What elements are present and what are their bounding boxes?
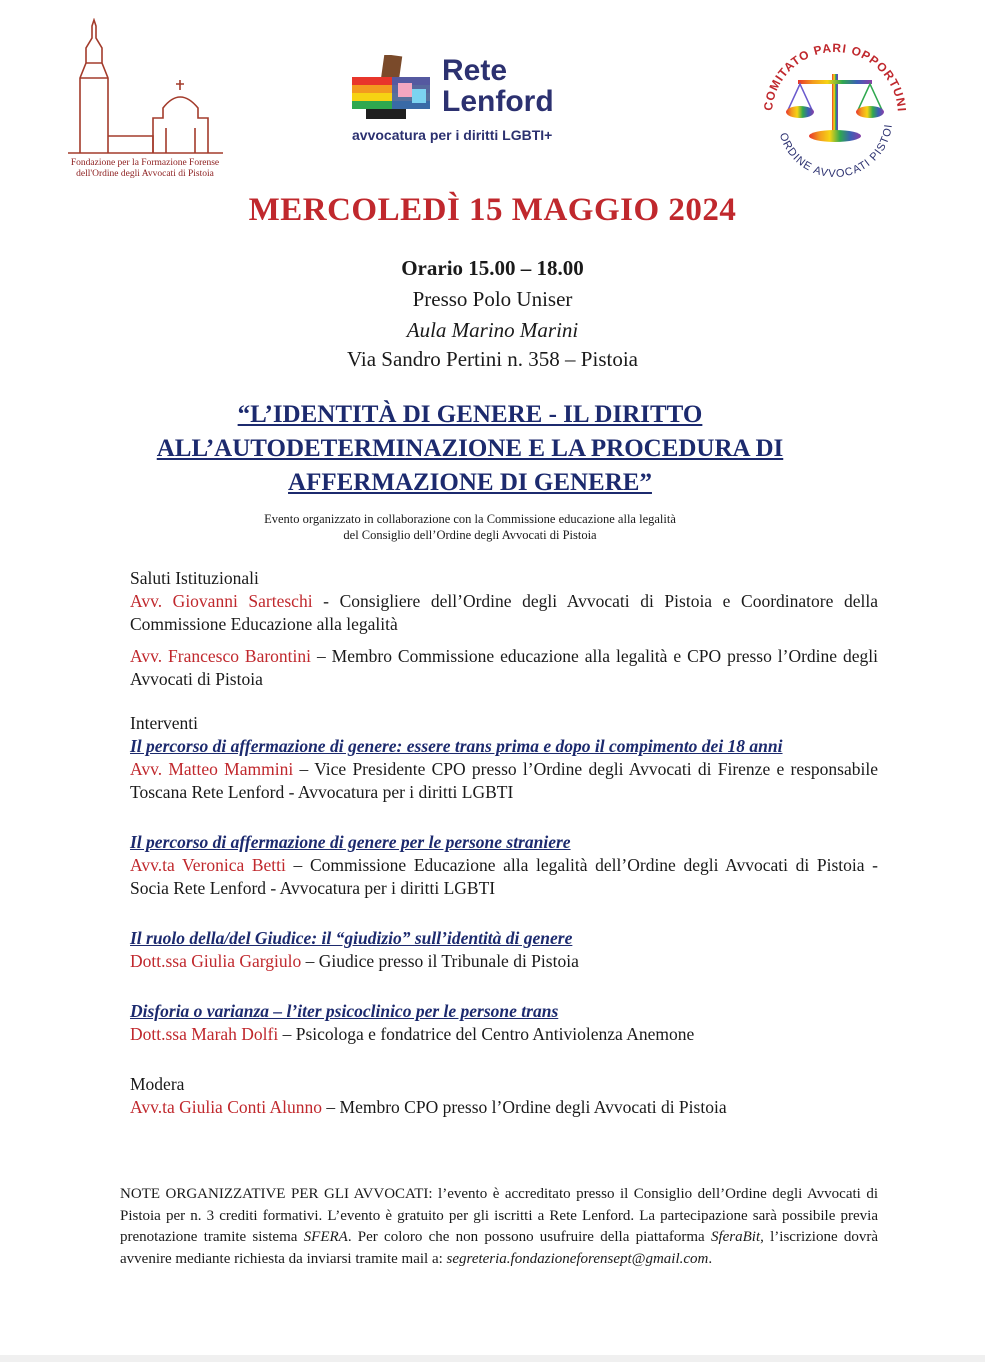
sferabit-platform-name: SferaBit xyxy=(710,1229,761,1245)
speaker-role: – Giudice presso il Tribunale di Pistoia xyxy=(301,951,579,971)
tower-drawing-icon xyxy=(58,18,228,158)
program xyxy=(130,567,878,1128)
lenford-tagline: avvocatura per i diritti LGBTI+ xyxy=(352,127,553,143)
collab-line: Evento organizzato in collaborazione con la Commissione educazione alla legalità xyxy=(264,512,676,526)
speaker-entry xyxy=(130,590,878,636)
speaker-name: Avv. Giovanni Sarteschi xyxy=(130,591,313,611)
speaker-role: - Consigliere dell’Ordine degli Avvocati di Pistoia e Coordinatore della Commissione Educazione alla legalità xyxy=(130,591,878,634)
event-place: Presso Polo Uniser xyxy=(412,287,573,311)
collaboration-note xyxy=(0,511,940,543)
event-title-line: “L’IDENTITÀ DI GENERE - IL DIRITTO xyxy=(237,401,703,428)
talk-title: Il percorso di affermazione di genere: essere trans prima e dopo il compimento dei 18 anni xyxy=(130,736,783,756)
speaker-name: Avv. Matteo Mammini xyxy=(130,759,294,779)
cpo-bottom-text: ORDINE AVVOCATI PISTOI xyxy=(776,123,895,181)
page-bottom-edge xyxy=(0,1355,985,1362)
event-date: MERCOLEDÌ 15 MAGGIO 2024 xyxy=(248,192,737,228)
event-address: Via Sandro Pertini n. 358 – Pistoia xyxy=(347,347,638,371)
speaker-role: – Membro Commissione educazione alla legalità e CPO presso l’Ordine degli Avvocati di Pistoia xyxy=(130,646,878,689)
speaker-name: Avv. Francesco Barontini xyxy=(130,646,312,666)
fondazione-logo xyxy=(55,18,235,183)
contact-email: segreteria.fondazioneforensept@gmail.com xyxy=(446,1250,709,1267)
saluti-label: Saluti Istituzionali xyxy=(130,568,259,588)
collab-line: del Consiglio dell’Ordine degli Avvocati di Pistoia xyxy=(343,528,597,542)
talk-title: Disforia o varianza – l’iter psicoclinico per le persone trans xyxy=(130,1001,559,1021)
talk-title: Il ruolo della/del Giudice: il “giudizio” sull’identità di genere xyxy=(130,928,573,948)
speaker-name: Avv.ta Veronica Betti xyxy=(130,855,286,875)
svg-text:COMITATO PARI OPPORTUNITA' xyxy=(750,30,909,113)
cpo-logo xyxy=(750,30,920,200)
organizational-notes xyxy=(120,1184,878,1270)
event-title xyxy=(60,398,880,500)
rete-lenford-logo xyxy=(350,55,610,150)
speaker-entry xyxy=(130,645,878,691)
modera-label: Modera xyxy=(130,1074,185,1094)
moderator-entry xyxy=(130,1096,878,1119)
caption-line: Fondazione per la Formazione Forense xyxy=(70,158,220,168)
event-title-line: ALL’AUTODETERMINAZIONE E LA PROCEDURA DI xyxy=(156,435,784,462)
scales-of-justice-icon xyxy=(750,30,920,200)
speaker-name: Dott.ssa Marah Dolfi xyxy=(130,1024,279,1044)
talk-title: Il percorso di affermazione di genere per le persone straniere xyxy=(130,832,571,852)
speaker-name: Dott.ssa Giulia Gargiulo xyxy=(130,951,302,971)
speaker-entry xyxy=(130,758,878,804)
event-time: Orario 15.00 – 18.00 xyxy=(401,256,584,280)
speaker-entry xyxy=(130,950,878,973)
moderator-name: Avv.ta Giulia Conti Alunno xyxy=(130,1097,323,1117)
notes-text: . Per coloro che non possono usufruire della piattaforma xyxy=(347,1229,711,1245)
cpo-top-text: COMITATO PARI OPPORTUNI xyxy=(761,40,909,113)
lenford-name-line: Rete xyxy=(442,54,508,87)
notes-text: NOTE ORGANIZZATIVE PER GLI AVVOCATI: l’evento è accreditato presso il Consiglio dell’Ordine degli Avvocati di Pistoia per n. 3 crediti formativi. L’evento è gratuito per gli iscritti a Rete Lenford. La partecipazione sarà possibile previa prenotazione tramite sistema xyxy=(120,1186,878,1245)
speaker-role: – Commissione Educazione alla legalità dell’Ordine degli Avvocati di Pistoia - Socia Rete Lenford - Avvocatura per i diritti LGBTI xyxy=(130,855,879,898)
interventi-label: Interventi xyxy=(130,713,199,733)
fondazione-caption xyxy=(55,158,235,180)
lenford-flag-icon xyxy=(352,55,432,127)
speaker-role: – Psicologa e fondatrice del Centro Antiviolenza Anemone xyxy=(278,1024,695,1044)
lenford-name xyxy=(442,55,554,117)
sfera-system-name: SFERA xyxy=(303,1229,348,1245)
event-room: Aula Marino Marini xyxy=(406,318,579,342)
speaker-entry xyxy=(130,854,878,900)
speaker-entry xyxy=(130,1023,878,1046)
caption-line: dell'Ordine degli Avvocati di Pistoia xyxy=(76,169,214,179)
notes-text: . xyxy=(708,1250,713,1267)
event-title-line: AFFERMAZIONE DI GENERE” xyxy=(288,469,652,496)
moderator-role: – Membro CPO presso l’Ordine degli Avvocati di Pistoia xyxy=(322,1097,727,1117)
notes-text: , l’iscrizione dovrà avvenire mediante richiesta da inviarsi tramite mail a: xyxy=(120,1229,878,1267)
lenford-name-line: Lenford xyxy=(442,85,554,118)
speaker-role: – Vice Presidente CPO presso l’Ordine degli Avvocati di Firenze e responsabile Toscana Rete Lenford - Avvocatura per i diritti LGBTI xyxy=(130,759,878,802)
